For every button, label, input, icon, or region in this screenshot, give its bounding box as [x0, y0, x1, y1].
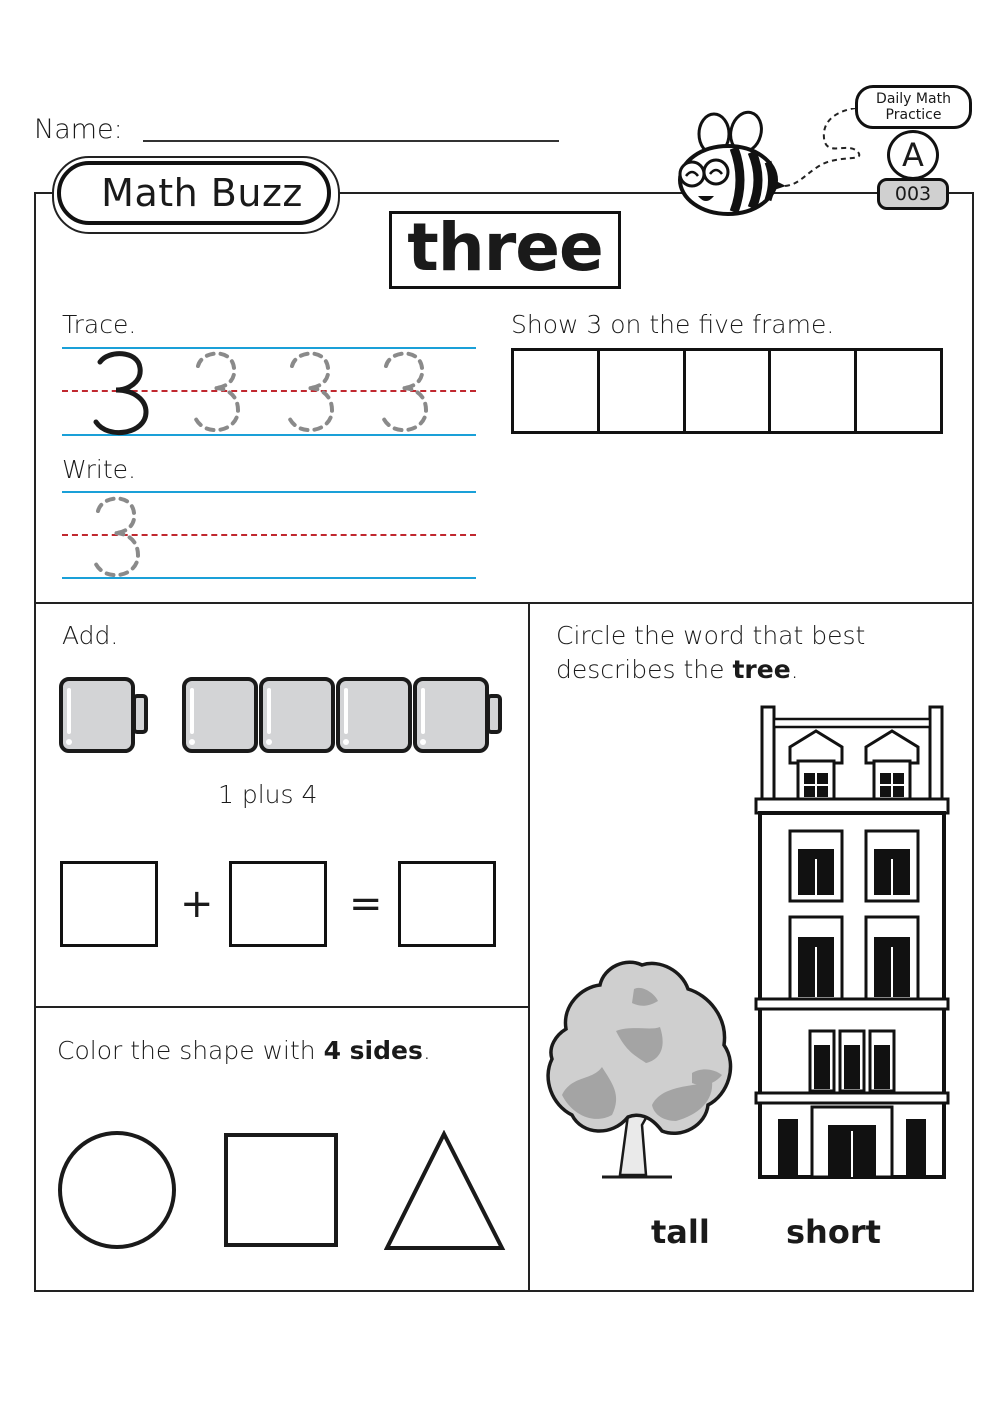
shapes-label — [57, 1036, 431, 1065]
choice-tall[interactable]: tall — [651, 1213, 710, 1251]
compare-label-emphasis: tree — [732, 655, 791, 684]
section-divider — [34, 1006, 529, 1008]
equals-sign: = — [349, 881, 383, 927]
name-label: Name: — [34, 114, 123, 145]
five-frame-cell[interactable] — [771, 351, 857, 431]
worksheet-title-text: Math Buzz — [101, 171, 303, 215]
addend1-box[interactable] — [60, 861, 158, 947]
compare-label-line1: Circle the word that best — [556, 621, 866, 650]
solid-digit-three — [90, 348, 152, 436]
circle-shape[interactable] — [56, 1128, 176, 1252]
plus-sign: + — [180, 881, 214, 927]
linking-cubes-icon — [58, 676, 506, 758]
number-word: three — [407, 208, 603, 286]
name-field[interactable] — [143, 140, 559, 142]
addend2-box[interactable] — [229, 861, 327, 947]
shapes-label-text: Color the shape with — [57, 1036, 324, 1065]
column-divider — [528, 603, 530, 1290]
five-frame-cell[interactable] — [857, 351, 940, 431]
write-label: Write. — [62, 455, 136, 484]
worksheet-title — [57, 161, 331, 225]
dotted-digits-three[interactable] — [188, 348, 448, 436]
compare-label-period: . — [790, 655, 799, 684]
shapes-label-emphasis: 4 sides — [323, 1036, 423, 1065]
compare-label-line2 — [556, 655, 799, 684]
worksheet-number-badge — [877, 178, 949, 210]
badge-line1: Daily Math — [876, 91, 951, 107]
section-divider — [34, 602, 972, 604]
number-word-box — [389, 208, 621, 289]
tree-icon — [542, 955, 742, 1181]
triangle-shape[interactable] — [384, 1130, 506, 1252]
choice-short[interactable]: short — [786, 1213, 881, 1251]
five-frame-label: Show 3 on the five frame. — [511, 310, 835, 339]
five-frame-cell[interactable] — [600, 351, 686, 431]
building-icon — [754, 705, 950, 1179]
daily-practice-badge — [855, 85, 972, 129]
add-label: Add. — [62, 621, 119, 650]
trace-label: Trace. — [62, 310, 137, 339]
worksheet-number: 003 — [894, 183, 932, 205]
five-frame-cell[interactable] — [514, 351, 600, 431]
badge-line2: Practice — [885, 107, 942, 123]
bee-mascot-icon — [676, 108, 876, 218]
five-frame — [511, 348, 943, 434]
dotted-digit-three-guide — [90, 493, 150, 579]
square-shape[interactable] — [224, 1133, 338, 1247]
level-letter: A — [902, 136, 924, 174]
compare-label-text: describes the — [556, 655, 733, 684]
level-badge — [887, 130, 939, 180]
add-caption: 1 plus 4 — [218, 780, 318, 809]
sum-box[interactable] — [398, 861, 496, 947]
shapes-label-period: . — [422, 1036, 431, 1065]
five-frame-cell[interactable] — [686, 351, 772, 431]
